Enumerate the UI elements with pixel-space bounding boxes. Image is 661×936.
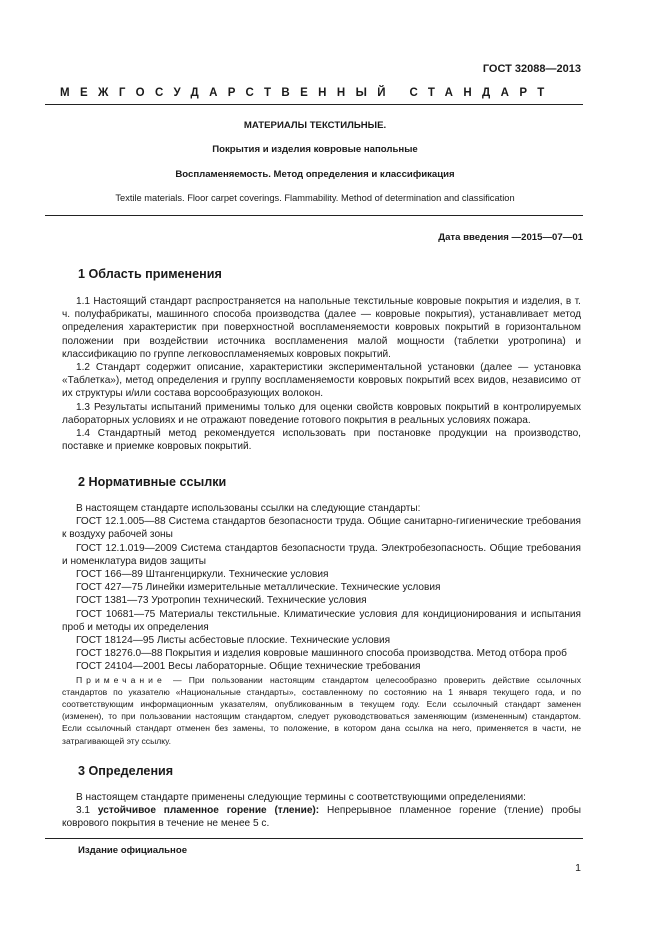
definition-3-1 [62, 804, 581, 830]
standard-type-heading: МЕЖГОСУДАРСТВЕННЫЙ СТАНДАРТ [60, 87, 555, 99]
section-3-body [62, 791, 581, 831]
paragraph-1-2: 1.2 Стандарт содержит описание, характеристики экспериментальной установки (далее — установка «Таблетка»), метод определения и группу воспламеняемости ковровых покрытий всех видов, независимо от их структуры и/или состава ворсообразующих волокон. [62, 362, 581, 400]
paragraph-1-4: 1.4 Стандартный метод рекомендуется использовать при постановке продукции на производство, поставке и приемке ковровых покрытий. [62, 428, 581, 453]
paragraph-1-3: 1.3 Результаты испытаний применимы только для оценки свойств ковровых покрытий в контролируемых лабораторных условиях и не отражают поведение готового покрытия в реальных условиях пожара. [62, 401, 581, 426]
note-text: — При пользовании настоящим стандартом целесообразно проверить действие ссылочных стандартов по указателю «Национальные стандарты», составленному по состоянию на 1 января текущего года, и по соответствующим информационным указателям, опубликованным в текущем году. Если ссылочный стандарт заменен (изменен), то при пользовании настоящим стандартом, следует руководствоваться заменяющим (измененным) стандартом. Если ссылочный стандарт отменен без замены, то положение, в котором дана ссылка на него, применяется в части, не затрагивающей эту ссылку. [62, 674, 581, 746]
normative-reference: ГОСТ 12.1.019—2009 Система стандартов безопасности труда. Электробезопасность. Общие требования и номенклатура видов защиты [62, 542, 581, 567]
page-number: 1 [575, 862, 581, 874]
title-line-3: Воспламеняемость. Метод определения и классификация [175, 169, 455, 180]
paragraph-1-1: 1.1 Настоящий стандарт распространяется на напольные текстильные ковровые покрытия и изделия, в т. ч. полуфабрикаты, машинного способа производства (далее — ковровые покрытия), устанавливает метод определения характеристик при поверхностной воспламеняемости ковровых покрытий в горизонтальном положении при воздействии источника воспламенения малой мощности (таблетки уротропина) и классификацию по группе легковоспламеняемых ковровых покрытий. [62, 296, 581, 360]
footer-rule [45, 838, 583, 839]
title-rule [45, 215, 583, 216]
section-1-body [62, 295, 581, 453]
normative-reference: ГОСТ 18124—95 Листы асбестовые плоские. Технические условия [76, 635, 391, 647]
title-line-2: Покрытия и изделия ковровые напольные [212, 144, 418, 155]
section-1-heading: 1 Область применения [78, 267, 222, 281]
introduction-date: Дата введения —2015—07—01 [438, 232, 583, 243]
note [62, 674, 581, 747]
normative-reference: ГОСТ 10681—75 Материалы текстильные. Климатические условия для кондиционирования и испытания проб и методы их определения [62, 608, 581, 633]
normative-intro: В настоящем стандарте использованы ссылки на следующие стандарты: [76, 503, 421, 514]
normative-reference: ГОСТ 166—89 Штангенциркули. Технические условия [76, 569, 329, 581]
normative-reference: ГОСТ 12.1.005—88 Система стандартов безопасности труда. Общие санитарно-гигиенические требования к воздуху рабочей зоны [62, 516, 581, 541]
section-2-heading: 2 Нормативные ссылки [78, 475, 227, 489]
section-3-heading: 3 Определения [78, 764, 174, 778]
normative-reference: ГОСТ 18276.0—88 Покрытия и изделия ковровые машинного способа производства. Метод отбора проб [76, 648, 567, 660]
term: устойчивое пламенное горение (тление): [97, 805, 320, 817]
section-2-body [62, 502, 581, 747]
normative-reference: ГОСТ 1381—73 Уротропин технический. Технические условия [76, 595, 367, 607]
definitions-intro: В настоящем стандарте применены следующие термины с соответствующими определениями: [76, 792, 526, 803]
title-line-1: МАТЕРИАЛЫ ТЕКСТИЛЬНЫЕ. [243, 120, 387, 131]
header-rule [45, 104, 583, 105]
document-number: ГОСТ 32088—2013 [482, 63, 581, 75]
term-number: 3.1 [76, 805, 91, 817]
official-edition-label: Издание официальное [78, 845, 188, 856]
term-definition: Непрерывное пламенное горение (тление) пробы коврового покрытия в течение не менее 5 с. [62, 805, 582, 830]
english-title: Textile materials. Floor carpet coverings. Flammability. Method of determination and classification [115, 193, 515, 203]
note-label: Примечание [76, 674, 166, 685]
normative-reference: ГОСТ 427—75 Линейки измерительные металлические. Технические условия [76, 582, 441, 594]
normative-reference: ГОСТ 24104—2001 Весы лабораторные. Общие технические требования [76, 661, 421, 673]
